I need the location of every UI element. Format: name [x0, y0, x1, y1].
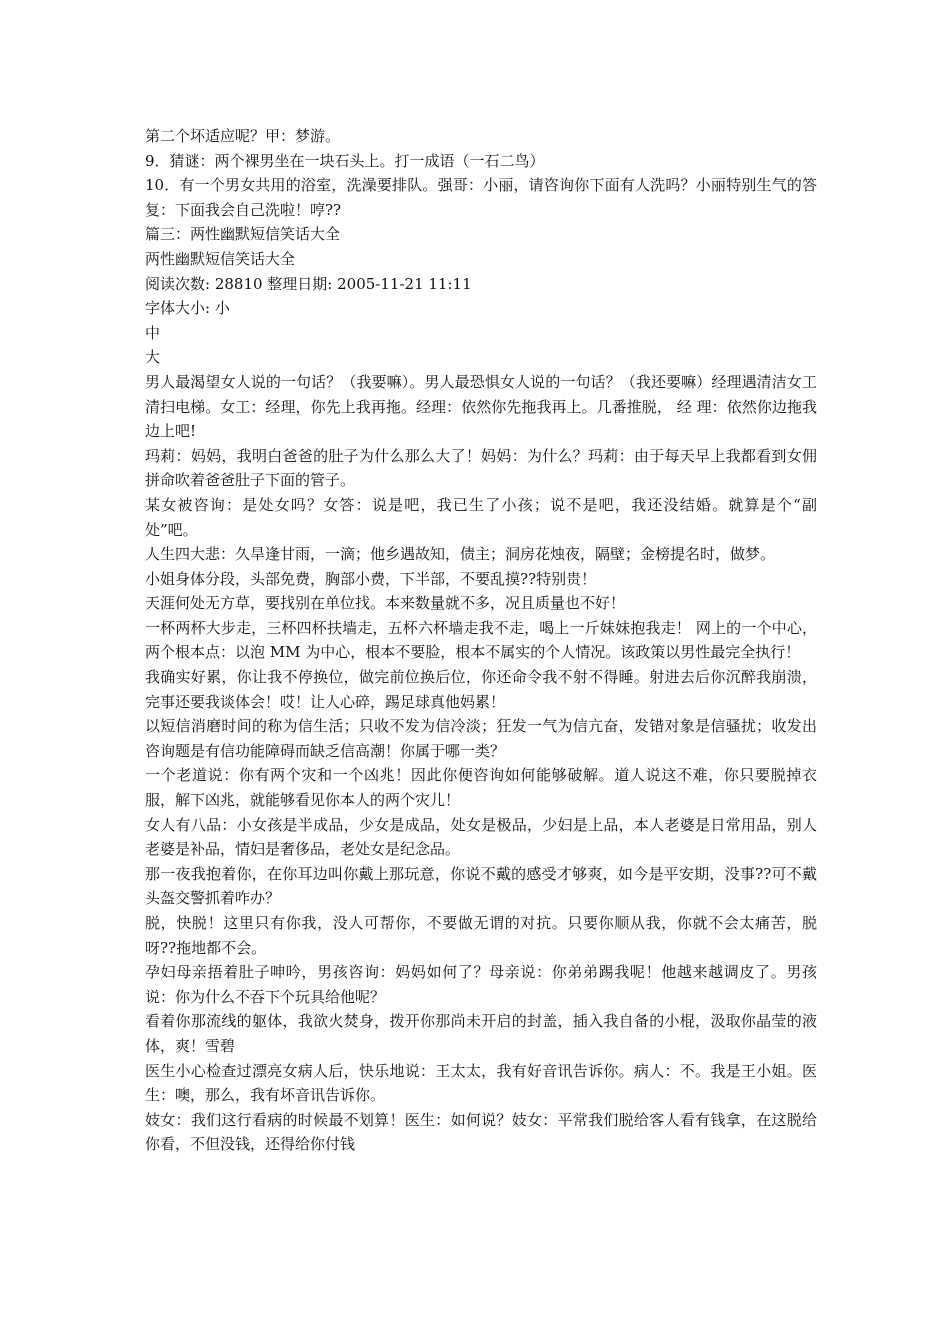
paragraph-26: 妓女：我们这行看病的时候最不划算！医生：如何说？妓女：平常我们脱给客人看有钱拿，在这脱给你看，不但没钱，还得给你付钱 — [145, 1110, 817, 1154]
paragraph-22: 脱，快脱！这里只有你我，没人可帮你，不要做无谓的对抗。只要你顺从我，你就不会太痛苦，脱呀??拖地都不会。 — [145, 914, 817, 957]
paragraph-3: 10．有一个男女共用的浴室，洗澡要排队。强哥：小丽，请咨询你下面有人洗吗？小丽特别生气的答复：下面我会自己洗啦！哼?? — [145, 176, 817, 219]
font-size-small[interactable]: 字体大小: 小 — [145, 299, 230, 318]
paragraph-13: 人生四大悲：久旱逢甘雨，一滴；他乡遇故知，债主；洞房花烛夜，隔壁；金榜提名时，做梦。 — [145, 545, 776, 564]
paragraph-19: 一个老道说：你有两个灾和一个凶兆！因此你便咨询如何能够破解。道人说这不难，你只要脱掉衣服，解下凶兆，就能够看见你本人的两个灾儿！ — [145, 766, 817, 810]
paragraph-15: 天涯何处无方草，要找别在单位找。本来数量就不多，况且质量也不好！ — [145, 594, 626, 613]
paragraph-17: 我确实好累，你让我不停换位，做完前位换后位，你还命令我不射不得睡。射进去后你沉醉我崩溃，完事还要我谈体会！哎！让人心碎，踢足球真他妈累！ — [145, 668, 817, 711]
paragraph-21: 那一夜我抱着你，在你耳边叫你戴上那玩意，你说不戴的感受才够爽，如今是平安期，没事??可不戴头盔交警抓着咋办？ — [145, 864, 817, 908]
article-title: 两性幽默短信笑话大全 — [145, 249, 296, 268]
paragraph-25: 医生小心检查过漂亮女病人后，快乐地说：王太太，我有好音讯告诉你。病人：不。我是王小姐。医生：噢，那么，我有坏音讯告诉你。 — [145, 1061, 817, 1105]
paragraph-14: 小姐身体分段，头部免费，胸部小费，下半部，不要乱摸??特别贵！ — [145, 569, 597, 588]
paragraph-10: 男人最渴望女人说的一句话？（我要嘛）。男人最恐惧女人说的一句话？（我还要嘛）经理遇清洁女工清扫电梯。女工：经理，你先上我再拖。经理：依然你先拖我再上。几番推脱， 经 理：依然你边拖我边上吧! — [145, 372, 817, 441]
paragraph-11: 玛莉：妈妈，我明白爸爸的肚子为什么那么大了！妈妈：为什么？玛莉：由于每天早上我都看到女佣拼命吹着爸爸肚子下面的管子。 — [145, 446, 817, 490]
paragraph-2: 9．猜谜：两个裸男坐在一块石头上。打一成语（一石二鸟） — [145, 151, 545, 170]
article-meta: 阅读次数: 28810 整理日期: 2005-11-21 11:11 — [145, 274, 472, 293]
document-body — [145, 124, 817, 1157]
paragraph-18: 以短信消磨时间的称为信生活；只收不发为信冷淡；狂发一气为信亢奋，发错对象是信骚扰；收发出咨询题是有信功能障碍而缺乏信高潮！你属于哪一类？ — [145, 717, 817, 760]
section-heading: 篇三：两性幽默短信笑话大全 — [145, 225, 341, 244]
paragraph-1: 第二个坏适应呢？甲：梦游。 — [145, 127, 341, 145]
paragraph-12: 某女被咨询：是处女吗？女答：说是吧，我已生了小孩；说不是吧，我还没结婚。就算是个“副处”吧。 — [145, 495, 817, 539]
paragraph-20: 女人有八品：小女孩是半成品，少女是成品，处女是极品，少妇是上品，本人老婆是日常用品，别人老婆是补品，情妇是奢侈品，老处女是纪念品。 — [145, 815, 817, 859]
paragraph-16: 一杯两杯大步走，三杯四杯扶墙走，五杯六杯墙走我不走，喝上一斤妹妹抱我走！ 网上的一个中心，两个根本点：以泡 MM 为中心，根本不要脸，根本不属实的个人情况。该政策以男性最完全执行！ — [145, 618, 817, 662]
paragraph-24: 看着你那流线的躯体，我欲火焚身，拨开你那尚未开启的封盖，插入我自备的小棍，汲取你晶莹的液体，爽！雪碧 — [145, 1012, 817, 1055]
font-size-medium[interactable]: 中 — [145, 323, 161, 342]
font-size-large[interactable]: 大 — [145, 348, 161, 367]
paragraph-23: 孕妇母亲捂着肚子呻吟，男孩咨询：妈妈如何了？母亲说：你弟弟踢我呢！他越来越调皮了。男孩说：你为什么不吞下个玩具给他呢？ — [145, 963, 817, 1006]
